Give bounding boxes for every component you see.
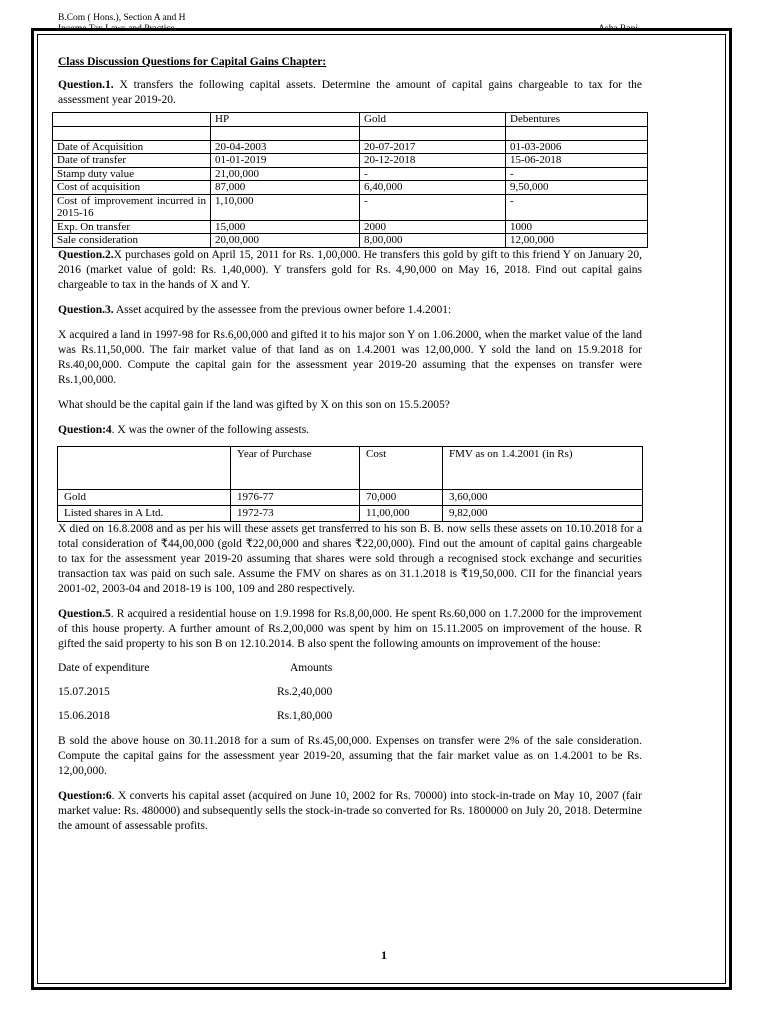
expenditure-amount-heading: Amounts	[290, 661, 333, 674]
question-4-text: . X was the owner of the following assests.	[111, 423, 310, 436]
table-cell: 01-01-2019	[211, 154, 360, 168]
table-cell: 1,10,000	[211, 194, 360, 220]
table-header-row	[58, 446, 643, 489]
expenditure-row	[58, 685, 642, 700]
question-5-label: Question.5	[58, 607, 111, 620]
table-header-cell: Year of Purchase	[231, 446, 360, 489]
table-row	[53, 220, 648, 234]
table-cell: 70,000	[360, 489, 443, 505]
question-4	[58, 423, 642, 438]
table-row	[58, 505, 643, 521]
table-row	[53, 154, 648, 168]
table-cell: 21,00,000	[211, 167, 360, 181]
table-cell: Cost of improvement incurred in 2015-16	[53, 194, 211, 220]
table-header-cell: FMV as on 1.4.2001 (in Rs)	[443, 446, 643, 489]
table-cell: Stamp duty value	[53, 167, 211, 181]
table-cell: -	[360, 194, 506, 220]
expenditure-date-heading: Date of expenditure	[58, 661, 150, 674]
expenditure-amount: Rs.2,40,000	[277, 685, 333, 698]
expenditure-date: 15.07.2015	[58, 685, 110, 698]
question-5	[58, 607, 642, 652]
table-cell: 9,50,000	[506, 181, 648, 195]
question-2-text: X purchases gold on April 15, 2011 for Rs. 1,00,000. He transfers this gold by gift to this friend Y on January 20, 2016 (market value of gold: Rs. 1,40,000). Y transfers gold for Rs. 4,90,000 on May 16, 2018. Find out capital gains chargeable to tax in the hands of X and Y.	[58, 248, 642, 291]
expenditure-amount: Rs.1,80,000	[277, 709, 333, 722]
table-cell: 8,00,000	[360, 234, 506, 248]
table-cell: 20-12-2018	[360, 154, 506, 168]
question-1-label: Question.1.	[58, 79, 114, 91]
author-name: Asha Rani	[598, 24, 638, 34]
table-header-cell: Cost	[360, 446, 443, 489]
table-cell: 20,00,000	[211, 234, 360, 248]
question-4-table	[57, 446, 643, 522]
question-1	[58, 78, 642, 108]
table-cell: Gold	[58, 489, 231, 505]
page-number: 1	[381, 948, 387, 962]
question-5-text: . R acquired a residential house on 1.9.1998 for Rs.8,00,000. He spent Rs.60,000 on 1.7.2000 for the improvement of this house property. A further amount of Rs.2,00,000 was spent by him on 15.11.2005 on improvement of the house. R gifted the said property to his son B on 12.10.2014. B also spent the following amounts on improvement of the house:	[58, 607, 642, 650]
table-cell: -	[360, 167, 506, 181]
question-1-text: X transfers the following capital assets. Determine the amount of capital gains chargeable to tax for the assessment year 2019-20.	[58, 79, 642, 106]
question-3-paragraph-1: X acquired a land in 1997-98 for Rs.6,00,000 and gifted it to his major son Y on 1.06.2000, when the market value of the land was Rs.11,50,000. The fair market value of that land as on 1.4.2001 was 12,00,000. Y sold the land on 15.9.2018 for Rs.40,00,000. Compute the capital gain for the assessment year 2019-20 assuming that the expenses on transfer were Rs.1,00,000.	[58, 328, 642, 386]
question-3-label: Question.3.	[58, 303, 114, 316]
question-2-label: Question.2.	[58, 248, 114, 261]
subject-line: Income Tax Laws and Practice	[58, 24, 175, 34]
table-row	[53, 234, 648, 248]
table-cell: 1972-73	[231, 505, 360, 521]
expenditure-row	[58, 709, 642, 724]
question-4-paragraph: X died on 16.8.2008 and as per his will these assets get transferred to his son B. B. now sells these assets on 10.10.2018 for a total consideration of ₹44,00,000 (gold ₹22,00,000 and shares ₹22,00,000). Find out the amount of capital gains chargeable to tax for the assessment year 2019-20 assuming that shares were sold through a recognised stock exchange and securities transaction tax was paid on such sale. Assume the FMV on shares as on 31.1.2018 is ₹19,50,000. CII for the financial years 2001-02, 2003-04 and 2018-19 is 100, 109 and 280 respectively.	[58, 522, 642, 595]
question-2	[58, 248, 642, 293]
table-cell: Exp. On transfer	[53, 220, 211, 234]
table-cell: Date of Acquisition	[53, 140, 211, 154]
table-row	[53, 194, 648, 220]
question-6-text: . X converts his capital asset (acquired on June 10, 2002 for Rs. 70000) into stock-in-trade on May 10, 2007 (fair market value: Rs. 480000) and subsequently sells the stock-in-trade so converted for Rs. 1800000 on July 20, 2018. Determine the amount of assessable profits.	[58, 789, 642, 832]
table-cell: Sale consideration	[53, 234, 211, 248]
table-row	[53, 140, 648, 154]
table-cell: Date of transfer	[53, 154, 211, 168]
table-cell: 3,60,000	[443, 489, 643, 505]
question-3	[58, 303, 642, 318]
table-header-cell	[53, 113, 211, 127]
table-cell: 12,00,000	[506, 234, 648, 248]
question-1-table	[52, 112, 648, 248]
table-header-row	[53, 113, 648, 127]
table-cell: Listed shares in A Ltd.	[58, 505, 231, 521]
table-cell: 1000	[506, 220, 648, 234]
table-header-cell: Gold	[360, 113, 506, 127]
table-cell: 6,40,000	[360, 181, 506, 195]
table-cell: -	[506, 194, 648, 220]
table-header-cell: Debentures	[506, 113, 648, 127]
table-row	[53, 181, 648, 195]
table-header-cell: HP	[211, 113, 360, 127]
table-cell: 15,000	[211, 220, 360, 234]
table-cell: 1976-77	[231, 489, 360, 505]
document-title: Class Discussion Questions for Capital Gains Chapter:	[58, 56, 327, 68]
table-cell: 01-03-2006	[506, 140, 648, 154]
table-cell: 20-04-2003	[211, 140, 360, 154]
question-6-label: Question:6	[58, 789, 112, 802]
table-cell: 9,82,000	[443, 505, 643, 521]
question-3-text: Asset acquired by the assessee from the previous owner before 1.4.2001:	[113, 303, 452, 316]
table-cell: 11,00,000	[360, 505, 443, 521]
table-spacer-row	[53, 126, 648, 140]
table-cell: 87,000	[211, 181, 360, 195]
expenditure-date: 15.06.2018	[58, 709, 110, 722]
table-row	[53, 167, 648, 181]
table-cell: 20-07-2017	[360, 140, 506, 154]
course-line: B.Com ( Hons.), Section A and H	[58, 13, 186, 23]
table-cell: 15-06-2018	[506, 154, 648, 168]
question-5-paragraph: B sold the above house on 30.11.2018 for a sum of Rs.45,00,000. Expenses on transfer were 2% of the sale consideration. Compute the capital gains for the assessment year 2019-20, assuming that the fair market value as on 1.4.2001 to be Rs. 12,00,000.	[58, 734, 642, 777]
table-cell: 2000	[360, 220, 506, 234]
table-row	[58, 489, 643, 505]
question-3-paragraph-2: What should be the capital gain if the land was gifted by X on this son on 15.5.2005?	[58, 398, 450, 411]
question-6	[58, 789, 642, 834]
document-body	[58, 13, 642, 834]
table-cell: Cost of acquisition	[53, 181, 211, 195]
table-header-cell	[58, 446, 231, 489]
question-4-label: Question:4	[58, 423, 112, 436]
page-header	[58, 13, 642, 35]
expenditure-header	[58, 661, 642, 676]
table-cell: -	[506, 167, 648, 181]
